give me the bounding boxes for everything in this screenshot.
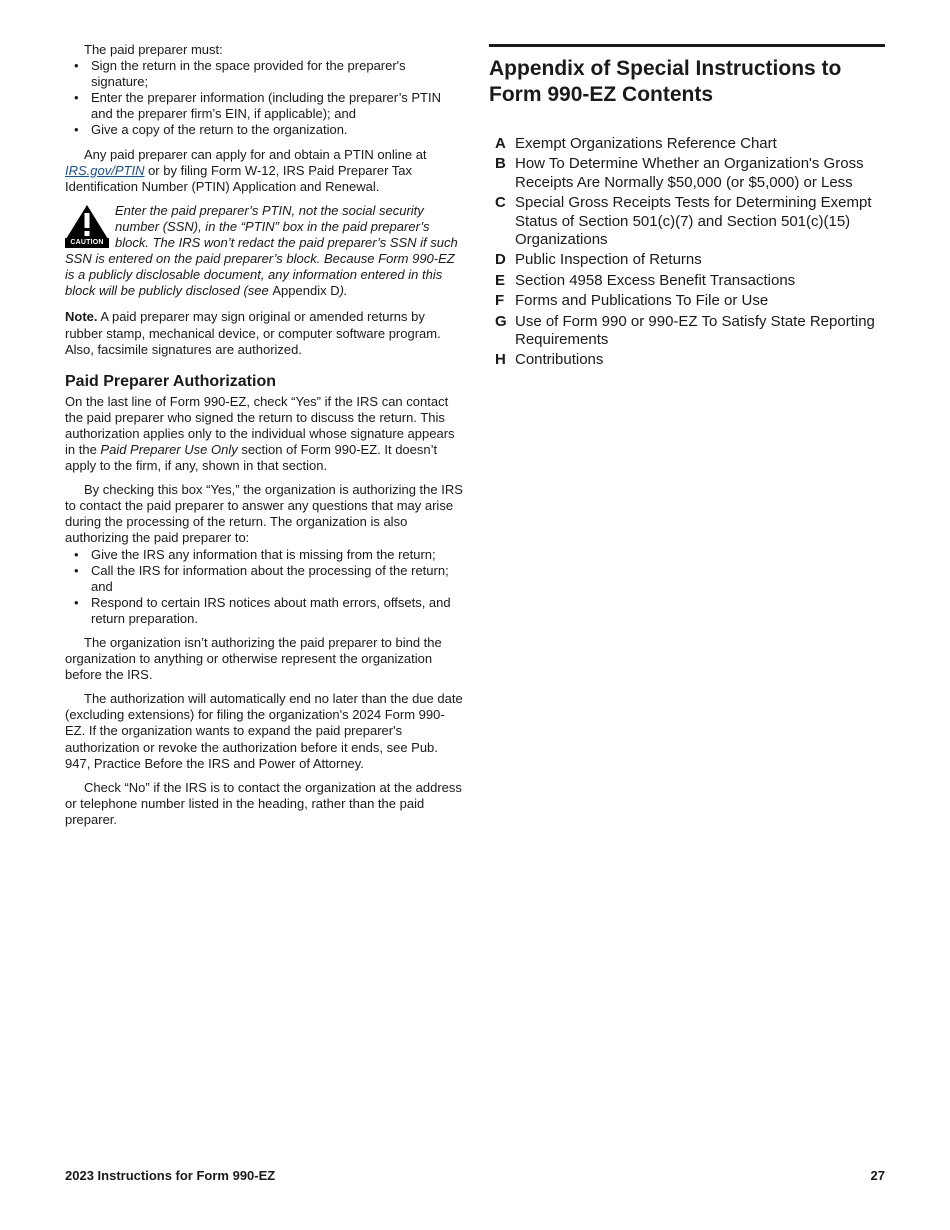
authorization-text-rest: section of Form 990-EZ. It doesn’t apply to the firm, if any, shown in that section.	[65, 441, 438, 474]
contents-item-d[interactable]	[489, 251, 885, 269]
caution-text-end: ).	[339, 283, 348, 299]
caution-icon	[65, 204, 109, 248]
contents-item-h[interactable]	[489, 351, 885, 369]
footer-document-title: 2023 Instructions for Form 990-EZ	[65, 1168, 276, 1183]
authorization-paragraph-5: Check “No” if the IRS is to contact the organization at the address or telephone number listed in the heading, rather than the paid preparer.	[65, 779, 462, 827]
ptin-paragraph-rest: or by filing Form W-12, IRS Paid Preparer Tax Identification Number (PTIN) Application and Renewal.	[65, 162, 413, 194]
contents-title: Exempt Organizations Reference Chart	[515, 135, 777, 152]
note-text: A paid preparer may sign original or amended returns by rubber stamp, mechanical device, or computer software program. Also, facsimile signatures are authorized.	[65, 309, 441, 357]
contents-letter: B	[495, 155, 506, 173]
paid-preparer-authorization-heading: Paid Preparer Authorization	[65, 372, 276, 390]
contents-item-e[interactable]	[489, 272, 885, 290]
contents-title: Special Gross Receipts Tests for Determining Exempt Status of Section 501(c)(7) and Section 501(c)(15) Organizations	[515, 194, 872, 249]
authorization-text: On the last line of Form 990-EZ, check “Yes” if the IRS can contact the paid preparer who signed the return to discuss the return. This authorization applies only to the individual whose signature appears in the	[65, 393, 455, 457]
left-column	[65, 42, 463, 828]
contents-letter: H	[495, 351, 506, 369]
appendix-contents-list	[489, 135, 885, 370]
paid-preparer-use-only-term: Paid Preparer Use Only	[100, 441, 238, 457]
caution-label: CAUTION	[65, 238, 109, 248]
contents-item-b[interactable]	[489, 155, 885, 192]
preparer-intro: The paid preparer must:	[84, 42, 223, 57]
ptin-paragraph-text: Any paid preparer can apply for and obtain a PTIN online at	[84, 146, 427, 162]
note-label: Note.	[65, 309, 98, 325]
list-item: • Give a copy of the return to the organization.	[65, 122, 463, 138]
contents-title: Contributions	[515, 351, 604, 369]
list-item: • Respond to certain IRS notices about math errors, offsets, and return preparation.	[65, 595, 463, 627]
contents-title: Use of Form 990 or 990-EZ To Satisfy State Reporting Requirements	[515, 312, 875, 349]
list-item: • Give the IRS any information that is missing from the return;	[65, 547, 463, 563]
authorization-paragraph-3: The organization isn’t authorizing the paid preparer to bind the organization to anything or otherwise represent the organization before the IRS.	[65, 635, 442, 683]
preparer-must-list	[65, 58, 463, 138]
contents-item-a[interactable]	[489, 135, 885, 153]
contents-letter: F	[495, 292, 505, 310]
contents-letter: C	[495, 194, 506, 212]
list-item: • Call the IRS for information about the processing of the return; and	[65, 563, 463, 595]
contents-letter: D	[495, 251, 506, 269]
contents-title: How To Determine Whether an Organization's Gross Receipts Are Normally $50,000 (or $5,000) or Less	[515, 155, 864, 191]
caution-text: Enter the paid preparer’s PTIN, not the social security number (SSN), in the “PTIN” box in the paid preparer’s block. The IRS won’t redact the paid preparer’s SSN if such SSN is entered on the paid preparer’s block. Because Form 990-EZ is a publicly disclosable document, any information entered in this block will be publicly disclosed (see	[65, 202, 458, 299]
caution-block	[65, 203, 463, 300]
note-paragraph	[65, 309, 463, 357]
authorization-paragraph-2: By checking this box “Yes,” the organization is authorizing the IRS to contact the paid preparer to answer any questions that may arise during the processing of the return. The organization is also authorizing the paid preparer to:	[65, 482, 463, 546]
caution-appendix-ref: Appendix D	[272, 283, 340, 299]
authorization-list	[65, 547, 463, 627]
list-item: • Sign the return in the space provided for the preparer's signature;	[65, 58, 463, 90]
contents-title: Public Inspection of Returns	[515, 251, 702, 269]
contents-letter: E	[495, 271, 506, 289]
ptin-paragraph	[65, 147, 463, 195]
authorization-paragraph-1	[65, 394, 463, 474]
irs-ptin-link[interactable]: IRS.gov/PTIN	[65, 162, 145, 178]
contents-item-g[interactable]	[489, 313, 885, 350]
contents-letter: G	[495, 312, 507, 330]
right-column	[489, 44, 885, 372]
heading-rule	[489, 44, 885, 47]
authorization-paragraph-4: The authorization will automatically end no later than the due date (excluding extensions) for filing the organization's 2024 Form 990-EZ. If the organization wants to expand the paid preparer's authorization or revoke the authorization before it ends, see Pub. 947, Practice Before the IRS and Power of Attorney.	[65, 691, 463, 771]
footer-page-number: 27	[870, 1168, 885, 1183]
contents-title: Section 4958 Excess Benefit Transactions	[515, 271, 796, 289]
contents-letter: A	[495, 135, 506, 152]
appendix-heading: Appendix of Special Instructions to Form 990-EZ Contents	[489, 57, 842, 106]
contents-item-f[interactable]	[489, 292, 885, 310]
contents-item-c[interactable]	[489, 194, 885, 249]
list-item: • Enter the preparer information (including the preparer’s PTIN and the preparer firm’s EIN, if applicable); and	[65, 90, 463, 122]
contents-title: Forms and Publications To File or Use	[515, 292, 769, 310]
